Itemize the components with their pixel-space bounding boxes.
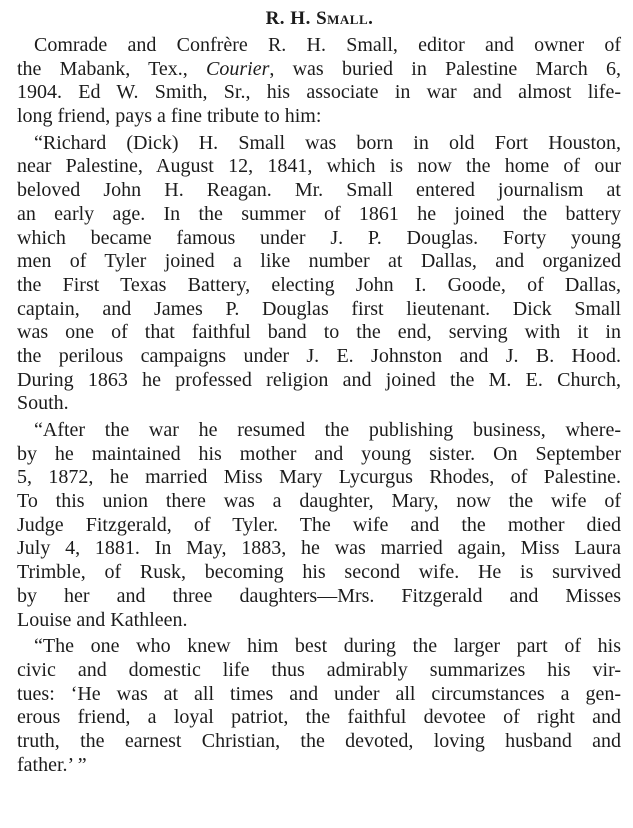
text-line-courier: the Mabank, Tex., Courier, was buried in Palestine March 6, bbox=[17, 57, 621, 80]
article-title: R. H. Small. bbox=[265, 8, 374, 29]
text-line: Louise and Kathleen. bbox=[17, 608, 188, 631]
text-line: Trimble, of Rusk, becoming his second wife. He is survived bbox=[17, 561, 621, 584]
text-line: 1904. Ed W. Smith, Sr., his associate in war and almost life- bbox=[17, 81, 621, 104]
text-line: erous friend, a loyal patriot, the faithful devotee of right and bbox=[17, 706, 621, 729]
paragraph-3 bbox=[0, 419, 633, 632]
paragraph-1 bbox=[0, 34, 633, 129]
text-line: near Palestine, August 12, 1841, which is now the home of our bbox=[17, 155, 621, 178]
text-line: the perilous campaigns under J. E. Johnston and J. B. Hood. bbox=[17, 344, 621, 367]
text-line: captain, and James P. Douglas first lieutenant. Dick Small bbox=[17, 297, 621, 320]
text-line: civic and domestic life thus admirably summarizes his vir- bbox=[17, 658, 621, 681]
text-line: To this union there was a daughter, Mary, now the wife of bbox=[17, 490, 621, 513]
text-line: Judge Fitzgerald, of Tyler. The wife and the mother died bbox=[17, 513, 621, 536]
text-line: South. bbox=[17, 392, 69, 415]
text-line: “Richard (Dick) H. Small was born in old Fort Houston, bbox=[34, 131, 621, 154]
text-line: by her and three daughters—Mrs. Fitzgerald and Misses bbox=[17, 584, 621, 607]
newspaper-name: Courier bbox=[206, 57, 270, 80]
text-line: truth, the earnest Christian, the devoted, loving husband and bbox=[17, 729, 621, 752]
text-line: tues: ‘He was at all times and under all circumstances a gen- bbox=[17, 682, 621, 705]
text-line: beloved John H. Reagan. Mr. Small entered journalism at bbox=[17, 179, 621, 202]
text-line: Comrade and Confrère R. H. Small, editor and owner of bbox=[34, 34, 621, 56]
text-line: father.’ ” bbox=[17, 753, 87, 776]
text-line: an early age. In the summer of 1861 he joined the battery bbox=[17, 202, 621, 225]
text-line: During 1863 he professed religion and joined the M. E. Church, bbox=[17, 368, 621, 391]
text-line: “The one who knew him best during the larger part of his bbox=[34, 635, 621, 658]
text-line: which became famous under J. P. Douglas. Forty young bbox=[17, 226, 621, 249]
text-line: was one of that faithful band to the end, serving with it in bbox=[17, 321, 621, 344]
text-line: 5, 1872, he married Miss Mary Lycurgus Rhodes, of Palestine. bbox=[17, 466, 621, 489]
paragraph-2 bbox=[0, 132, 633, 416]
text-line: long friend, pays a fine tribute to him: bbox=[17, 105, 322, 128]
text-line: the First Texas Battery, electing John I. Goode, of Dallas, bbox=[17, 273, 621, 296]
text-line: “After the war he resumed the publishing business, where- bbox=[34, 419, 621, 441]
text-line: by he maintained his mother and young sister. On September bbox=[17, 442, 621, 465]
text-line: July 4, 1881. In May, 1883, he was married again, Miss Laura bbox=[17, 537, 621, 560]
paragraph-4 bbox=[0, 635, 633, 777]
text-line: men of Tyler joined a like number at Dallas, and organized bbox=[17, 250, 621, 273]
